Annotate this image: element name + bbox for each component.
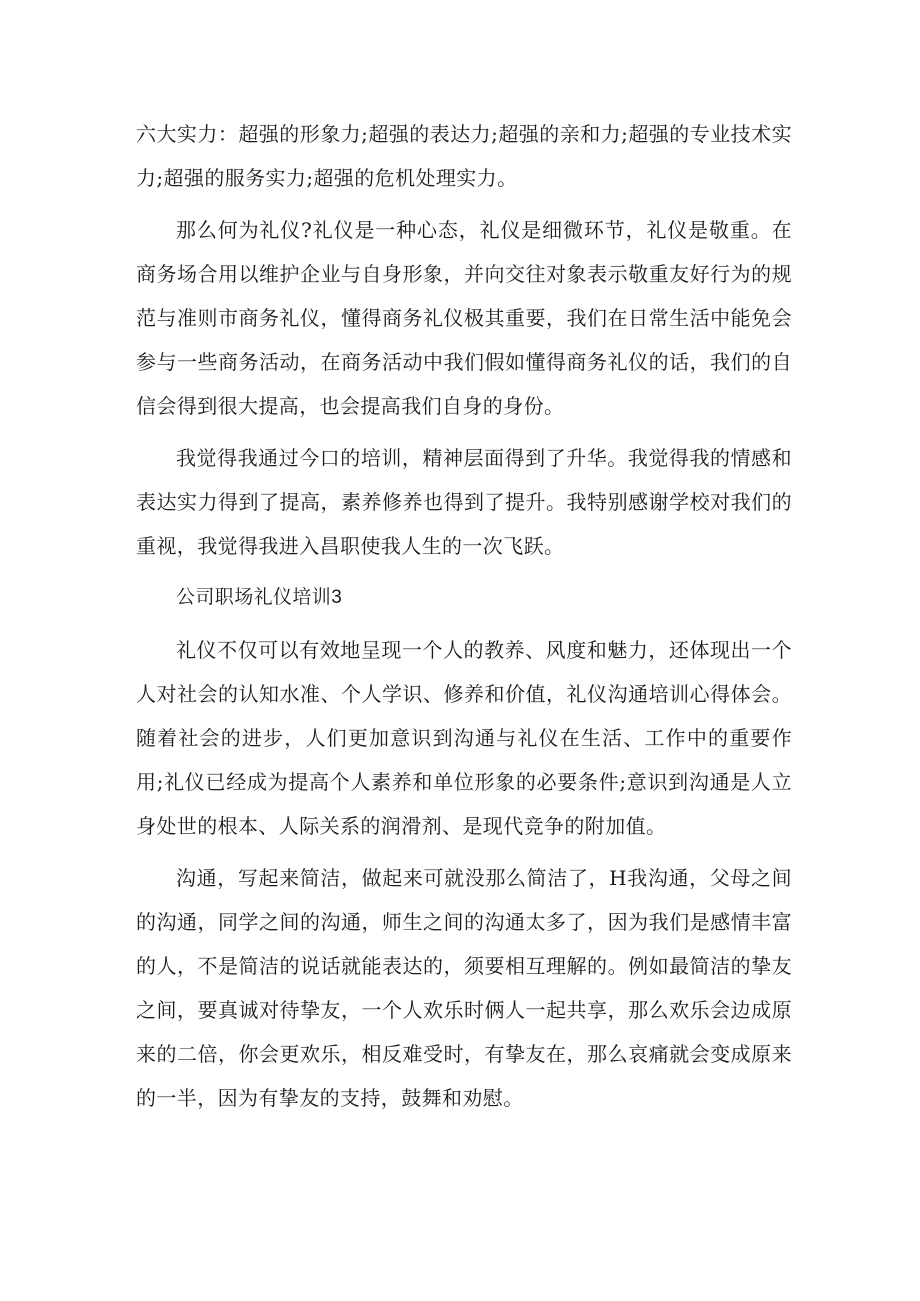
paragraph-etiquette-value: 礼仪不仅可以有效地呈现一个人的教养、风度和魅力，还体现出一个人对社会的认知水准、个人学识、修养和价值，礼仪沟通培训心得体会。随着社会的进步，人们更加意识到沟通与礼仪在生活、工作中的重要作用;礼仪已经成为提高个人素养和单位形象的必要条件;意识到沟通是人立身处世的根本、人际关系的润滑剂、是现代竞争的附加值。 bbox=[136, 638, 792, 838]
paragraph-what-is-etiquette: 那么何为礼仪?礼仪是一种心态，礼仪是细微环节，礼仪是敬重。在商务场合用以维护企业与自身形象，并向交往对象表示敬重友好行为的规范与准则市商务礼仪，懂得商务礼仪极其重要，我们在日常生活中能免会参与一些商务活动，在商务活动中我们假如懂得商务礼仪的话，我们的自信会得到很大提高，也会提高我们自身的身份。 bbox=[136, 218, 792, 418]
paragraph-training-reflection: 我觉得我通过今口的培训，精神层面得到了升华。我觉得我的情感和表达实力得到了提高，素养修养也得到了提升。我特别感谢学校对我们的重视，我觉得我进入昌职使我人生的一次飞跃。 bbox=[136, 446, 792, 558]
section-heading: 公司职场礼仪培训3 bbox=[176, 587, 343, 608]
paragraph-six-abilities: 六大实力：超强的形象力;超强的表达力;超强的亲和力;超强的专业技术实力;超强的服务实力;超强的危机处理实力。 bbox=[136, 122, 792, 190]
document-body bbox=[136, 112, 792, 1128]
paragraph-communication: 沟通，写起来简洁，做起来可就没那么简洁了，H我沟通，父母之间的沟通，同学之间的沟通，师生之间的沟通太多了，因为我们是感情丰富的人，不是简洁的说话就能表达的，须要相互理解的。例如最简洁的挚友之间，要真诚对待挚友，一个人欢乐时俩人一起共享，那么欢乐会边成原来的二倍，你会更欢乐，相反难受时，有挚友在，那么哀痛就会变成原来的一半，因为有挚友的支持，鼓舞和劝慰。 bbox=[136, 866, 792, 1110]
